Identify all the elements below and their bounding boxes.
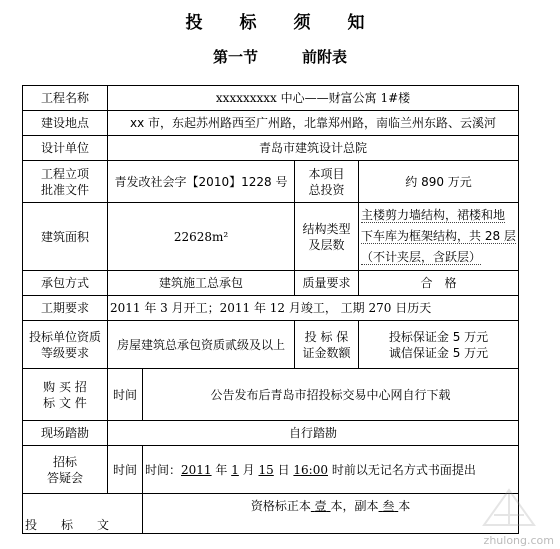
section-heading — [0, 46, 560, 67]
row-label: 承包方式 — [23, 271, 108, 296]
front-attached-table — [22, 85, 519, 534]
row-label: 工程立项 批准文件 — [23, 161, 108, 203]
time-label: 时间 — [108, 369, 143, 421]
contract-value: 建筑施工总承包 — [108, 271, 295, 296]
row-label: 建筑面积 — [23, 203, 108, 271]
bid-doc-value: 资格标正本 壹 本，副本 叁 本 — [143, 494, 519, 534]
table-row — [23, 111, 519, 136]
area-value: 22628m² — [108, 203, 295, 271]
investment-value: 约 890 万元 — [359, 161, 519, 203]
row-label: 现场踏勘 — [23, 421, 108, 446]
row-label: 购 买 招 标 文 件 — [23, 369, 108, 421]
table-row — [23, 421, 519, 446]
table-row — [23, 161, 519, 203]
row-label: 质量要求 — [295, 271, 359, 296]
bond-value: 投标保证金 5 万元 诚信保证金 5 万元 — [359, 321, 519, 369]
schedule-value: 2011 年 3 月开工；2011 年 12 月竣工， 工期 270 日历天 — [108, 296, 519, 321]
site-visit-value: 自行踏勘 — [108, 421, 519, 446]
table-row — [23, 369, 519, 421]
row-label: 本项目 总投资 — [295, 161, 359, 203]
row-label: 投 标 保 证金数额 — [295, 321, 359, 369]
designer-value: 青岛市建筑设计总院 — [108, 136, 519, 161]
qa-value: 时间：2011 年 1 月 15 日 16:00 时前以无记名方式书面提出 — [143, 446, 519, 494]
location-value: xx 市，东起苏州路西至广州路，北靠郑州路，南临兰州东路、云溪河 — [108, 111, 519, 136]
row-label: 工期要求 — [23, 296, 108, 321]
structure-value: 主楼剪力墙结构，裙楼和地下车库为框架结构，共 28 层（不计夹层，含跃层） — [359, 203, 519, 271]
table-row — [23, 86, 519, 111]
table-row — [23, 321, 519, 369]
qualification-value: 房屋建筑总承包资质贰级及以上 — [108, 321, 295, 369]
section-number: 第一节 — [212, 48, 258, 66]
row-label: 工程名称 — [23, 86, 108, 111]
table-row — [23, 136, 519, 161]
watermark-text: zhulong.com — [483, 534, 554, 547]
quality-value: 合 格 — [359, 271, 519, 296]
time-label: 时间 — [108, 446, 143, 494]
table-row — [23, 203, 519, 271]
table-row — [23, 446, 519, 494]
table-row — [23, 296, 519, 321]
row-label: 投标单位资质 等级要求 — [23, 321, 108, 369]
table-row — [23, 494, 519, 534]
row-label: 设计单位 — [23, 136, 108, 161]
row-label: 结构类型 及层数 — [295, 203, 359, 271]
section-name: 前附表 — [302, 48, 348, 66]
row-label: 建设地点 — [23, 111, 108, 136]
project-name-value: xxxxxxxxx 中心——财富公寓 1#楼 — [108, 86, 519, 111]
approval-value: 青发改社会字【2010】1228 号 — [108, 161, 295, 203]
document-title: 投 标 须 知 — [185, 13, 375, 33]
row-label: 招标 答疑会 — [23, 446, 108, 494]
purchase-value: 公告发布后青岛市招投标交易中心网自行下载 — [143, 369, 519, 421]
row-label: 投 标 文 — [23, 494, 143, 534]
table-row — [23, 271, 519, 296]
